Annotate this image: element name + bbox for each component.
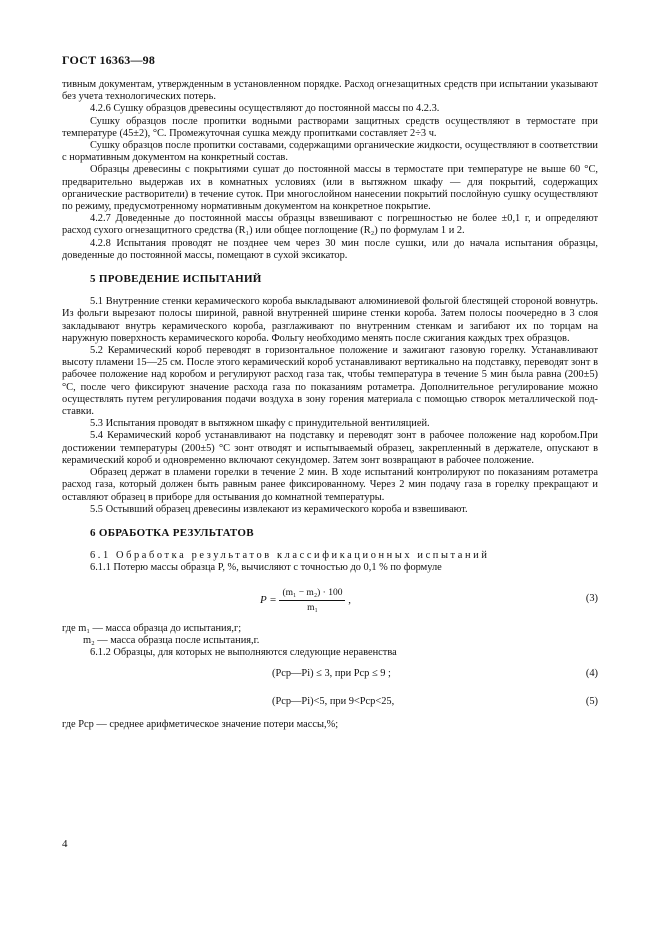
clause-6-1: 6.1 Обработка результатов классификационных испытаний [90,550,490,562]
formula-4 [62,663,598,687]
inequality: (Pср—Pi)<5, при 9<Pср<25, [272,696,395,708]
clause-4-2-8: 4.2.8 Испытания проводят не позднее чем через 30 мин после сушки, или до начала испытания образцы, доведенные до постоянной массы, помещают в сухой эксикатор. [62,237,598,261]
formula-number: (4) [585,668,598,680]
paragraph: Образцы древесины с покрытиями сушат до постоянной массы в термостате при температуре не выше 60 °С, предварительно выдержав их в комнатных условиях (или в вытяжном шкафу — для покрытий, содержащих органические растворители) в течение суток. При многослойном нанесении покрытий послойную сушку осуществляют по режиму, предусмотренному нормативным документом на конкретное покрытие. [62,164,598,213]
formula-number: (5) [585,696,598,708]
formula-denominator: m₁ [307,602,318,613]
document-body [62,79,598,731]
clause-6-1-1: 6.1.1 Потерю массы образца P, %, вычисляют с точностью до 0,1 % по формуле [90,562,442,574]
section-6-title: 6 ОБРАБОТКА РЕЗУЛЬТАТОВ [90,526,254,539]
clause-5-5: 5.5 Остывший образец древесины извлекают из керамического короба и взвешивают. [90,503,468,515]
definition: где Pср — среднее арифметическое значение потери массы,%; [62,719,339,731]
clause-6-1-2: 6.1.2 Образцы, для которых не выполняются следующие неравенства [90,646,397,658]
formula-number: (3) [585,592,598,604]
formula-5 [62,691,598,715]
page-number: 4 [62,838,68,850]
formula-tail: , [348,593,351,606]
document-header: ГОСТ 16363—98 [62,53,156,67]
section-5-title: 5 ПРОВЕДЕНИЕ ИСПЫТАНИЙ [90,273,262,286]
inequality: (Pср—Pi) ≤ 3, при Pср ≤ 9 ; [272,668,391,680]
clause-5-2: 5.2 Керамический короб переводят в горизонтальное положение и зажигают газовую горелку. Устанавливают высоту пламени 15—25 см. После этого керамический короб устанавливают вертикально на подставку, переводят зонт в рабочее положение над коробом и регулируют расход газа так, чтобы температура в течение 5 мин была равна (200±5) °С, после чего фиксируют значение расхода газа по показаниям ротаметра. Дополнительное регулирование можно осуществлять путем регулирования подачи воздуха в зону горения материала с помощью створок металлической подставки. [62,345,598,418]
formula-fraction [279,587,345,614]
paragraph: Образец держат в пламени горелки в течение 2 мин. В ходе испытаний контролируют по показаниям ротаметра расход газа, который должен быть равным ранее фиксированному. Через 2 мин подачу газа в горелку прекращают и оставляют образец в приборе для остывания до комнатной температуры. [62,467,598,503]
clause-5-3: 5.3 Испытания проводят в вытяжном шкафу с принудительной вентиляцией. [90,418,430,430]
definition: m₂ — масса образца после испытания,г. [83,634,260,646]
formula-3 [62,579,598,619]
clause-4-2-7: 4.2.7 Доведенные до постоянной массы образцы взвешивают с погрешностью не более ±0,1 г, и определяют расход сухого огнезащитного средства (R₁) или общее поглощение (R₂) по формулам 1 и 2. [62,213,598,237]
formula-numerator: (m₁ − m₂) · 100 [279,587,345,601]
clause-5-4: 5.4 Керамический короб устанавливают на подставку и переводят зонт в рабочее положение над коробом.При достижении температуры (200±5) °С зонт отводят и испытываемый образец, закрепленный в держателе, опускают в керамический короб и одновременно включают секундомер. Затем зонт возвращают в рабочее положение. [62,430,598,466]
clause-4-2-6: 4.2.6 Сушку образцов древесины осуществляют до постоянной массы по 4.2.3. [90,103,440,115]
paragraph: Сушку образцов после пропитки водными растворами защитных средств осуществляют в термостате при температуре (45±2), °С. Промежуточная сушка между пропитками составляет 2÷3 ч. [62,115,598,139]
paragraph: Сушку образцов после пропитки составами, содержащими органические жидкости, осуществляют в соответствии с нормативным документом на конкретный состав. [62,140,598,164]
formula-lhs: P = [260,593,277,606]
definition: где m₁ — масса образца до испытания,г; [62,622,242,634]
paragraph: тивным документам, утвержденным в установленном порядке. Расход огнезащитных средств при испытании указывают без учета технологических потерь. [62,79,598,103]
clause-5-1: 5.1 Внутренние стенки керамического короба выкладывают алюминиевой фольгой блестящей стороной вовнутрь. Из фольги вырезают полосы шириной, равной внутренней ширине стенки короба. Затем полосы поочередно в 3 слоя закладывают внутрь керамического короба, разглаживают по внутренним стенкам и загибают их по торцам на наружную поверхность керамического короба. Фольгу необходимо менять после сжигания каждых трех образцов. [62,296,598,344]
